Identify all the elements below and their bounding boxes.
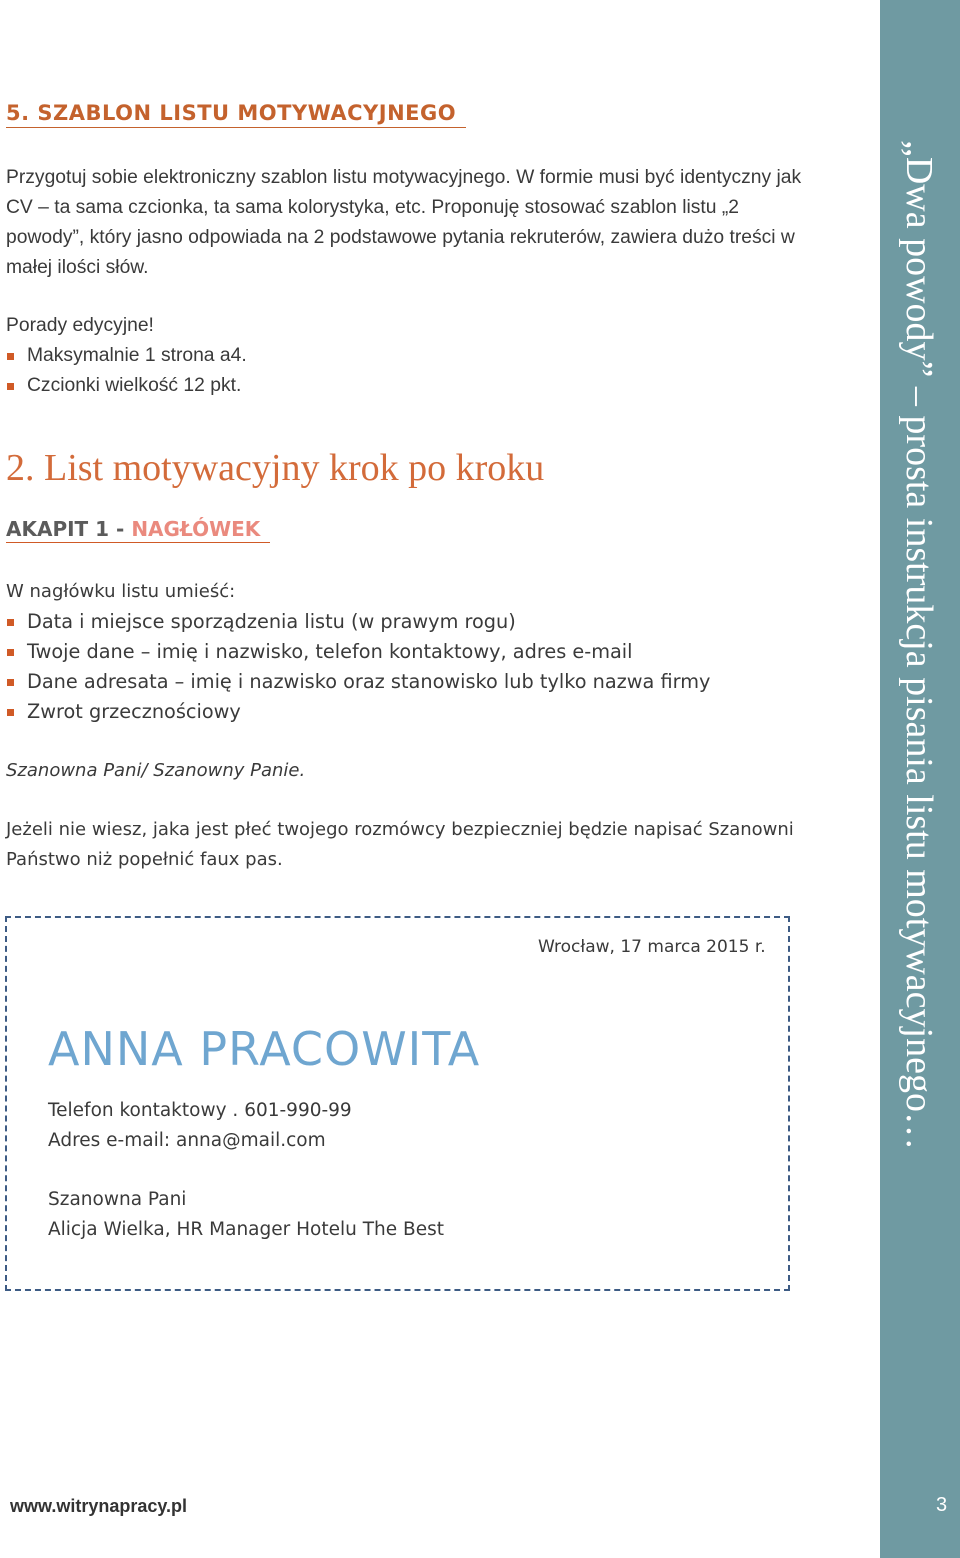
greeting-example: Szanowna Pani/ Szanowny Panie. (6, 760, 306, 781)
gender-note: Jeżeli nie wiesz, jaka jest płeć twojego rozmówcy bezpieczniej będzie napisać Szanowni Państwo niż popełnić faux pas. (6, 819, 794, 870)
list-item: Zwrot grzecznościowy (6, 697, 826, 727)
list-item: Czcionki wielkość 12 pkt. (6, 371, 826, 401)
step-heading: 2. List motywacyjny krok po kroku (6, 447, 545, 489)
page-number: 3 (936, 1494, 948, 1516)
bullet-square-icon (7, 649, 14, 656)
section-title: 5. SZABLON LISTU MOTYWACYJNEGO (6, 101, 466, 128)
letter-date: Wrocław, 17 marca 2015 r. (538, 937, 766, 957)
sidebar-title: „Dwa powody” – prosta instrukcja pisania listu motywacyjnego… (898, 140, 940, 1150)
bullet-square-icon (7, 353, 14, 360)
bullet-square-icon (7, 709, 14, 716)
header-items-list (6, 607, 826, 727)
tips-list (6, 341, 826, 401)
list-item: Dane adresata – imię i nazwisko oraz stanowisko lub tylko nazwa firmy (6, 667, 826, 697)
lead-text: W nagłówku listu umieść: (6, 581, 236, 602)
tips-heading: Porady edycyjne! (6, 315, 154, 336)
letter-sender-name: ANNA PRACOWITA (48, 1022, 481, 1076)
list-item: Twoje dane – imię i nazwisko, telefon kontaktowy, adres e-mail (6, 637, 826, 667)
list-item: Data i miejsce sporządzenia listu (w prawym rogu) (6, 607, 826, 637)
bullet-square-icon (7, 619, 14, 626)
list-item: Maksymalnie 1 strona a4. (6, 341, 826, 371)
letter-recipient: Alicja Wielka, HR Manager Hotelu The Best (48, 1219, 444, 1240)
bullet-square-icon (7, 383, 14, 390)
letter-phone: Telefon kontaktowy . 601-990-99 (48, 1100, 352, 1121)
letter-email: Adres e-mail: anna@mail.com (48, 1130, 326, 1151)
akapit-heading: AKAPIT 1 - NAGŁÓWEK (6, 517, 270, 543)
footer-website-link[interactable]: www.witrynapracy.pl (10, 1496, 188, 1516)
intro-paragraph: Przygotuj sobie elektroniczny szablon listu motywacyjnego. W formie musi być identyczny jak CV – ta sama czcionka, ta sama kolorystyka, etc. Proponuję stosować szablon listu „2 powody”, który jasno odpowiada na 2 podstawowe pytania rekruterów, zawiera dużo treści w małej ilości słów. (6, 167, 802, 278)
bullet-square-icon (7, 679, 14, 686)
letter-salutation: Szanowna Pani (48, 1189, 187, 1210)
